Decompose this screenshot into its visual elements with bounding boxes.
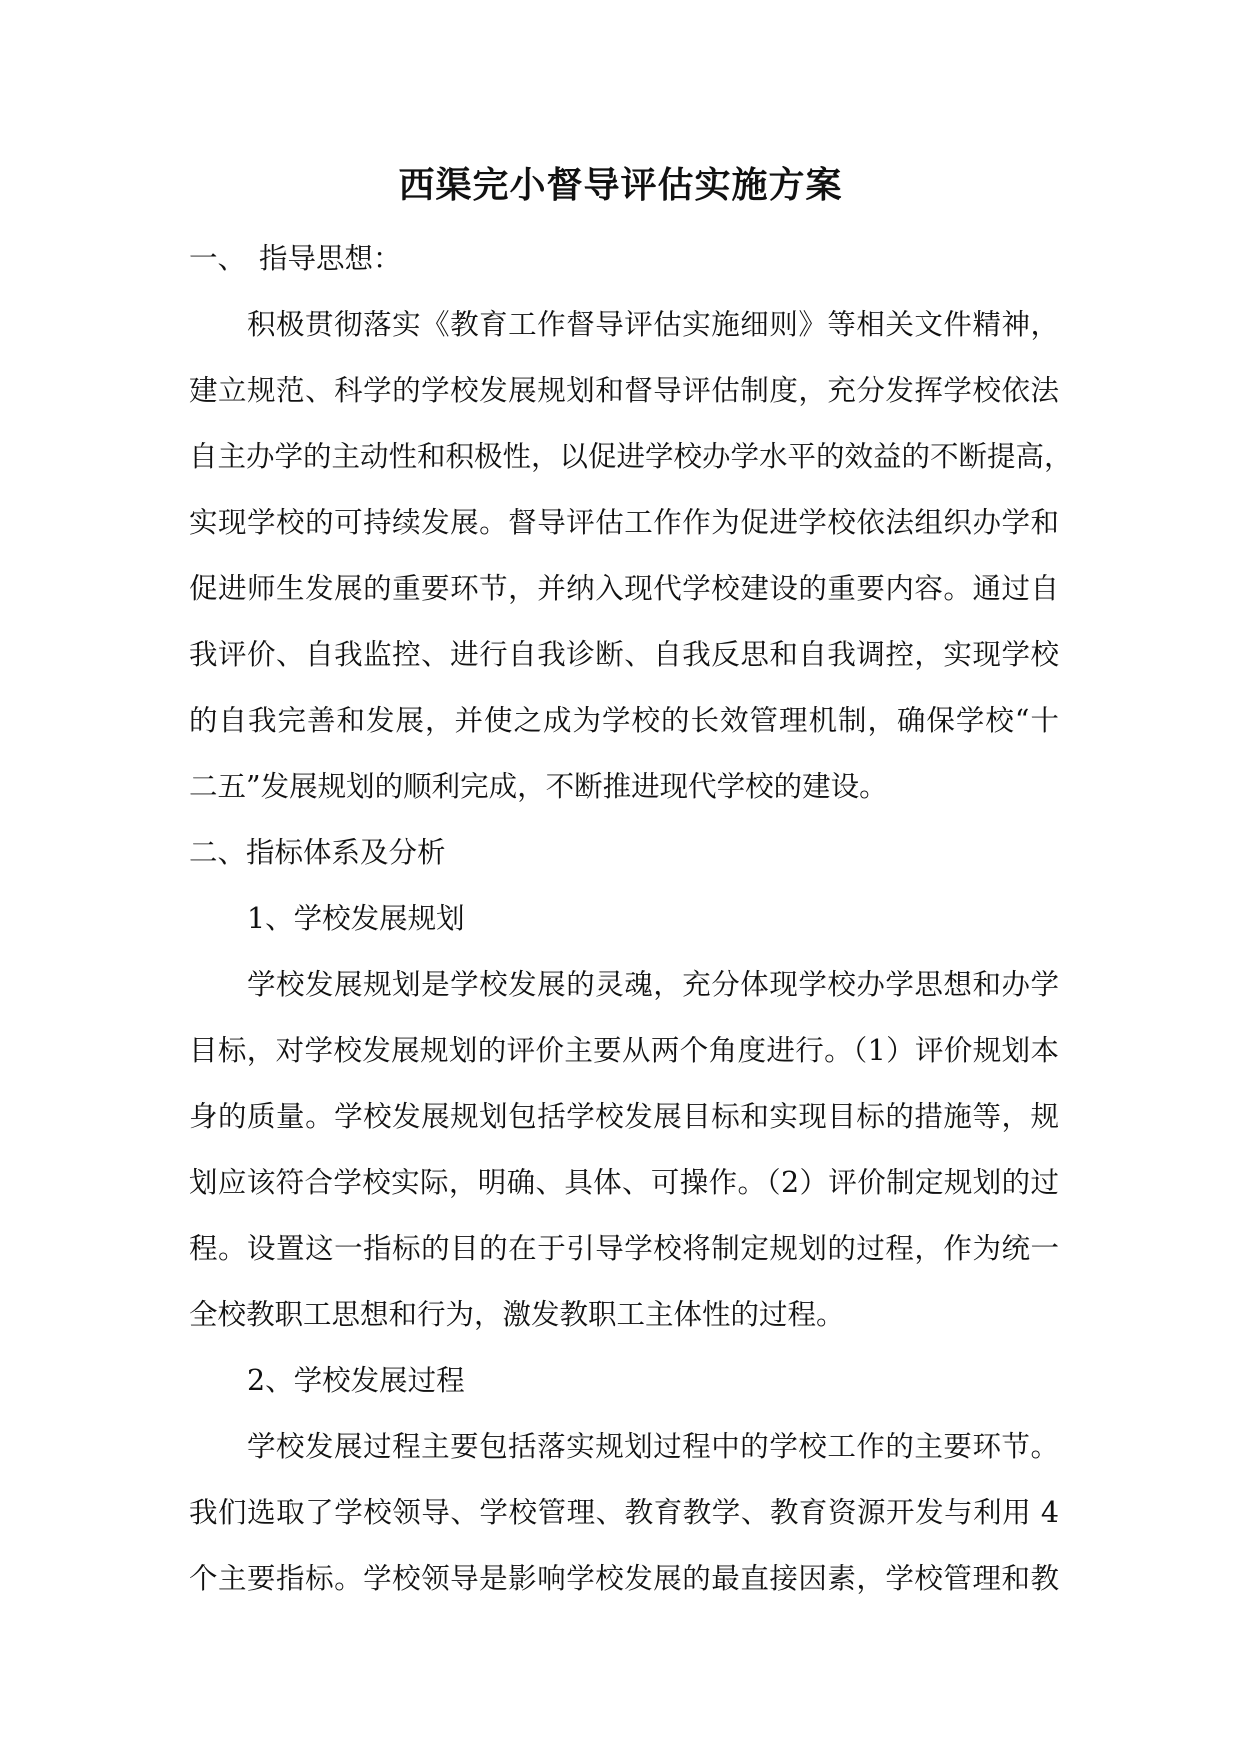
paragraph-development-plan	[189, 952, 1059, 1348]
paragraph-line: 的自我完善和发展，并使之成为学校的长效管理机制，确保学校“十	[189, 704, 1059, 737]
section-number: 一、	[189, 242, 247, 275]
paragraph-line: 学校发展过程主要包括落实规划过程中的学校工作的主要环节。	[247, 1430, 1059, 1463]
paragraph-line: 建立规范、科学的学校发展规划和督导评估制度，充分发挥学校依法	[189, 374, 1059, 407]
subsection-heading-development-process: 2、学校发展过程	[247, 1364, 465, 1397]
paragraph-line: 我评价、自我监控、进行自我诊断、自我反思和自我调控，实现学校	[189, 638, 1059, 671]
section-heading-guiding-ideology	[189, 226, 1059, 292]
paragraph-line: 划应该符合学校实际，明确、具体、可操作。（2）评价制定规划的过	[189, 1166, 1059, 1199]
document-title: 西渠完小督导评估实施方案	[398, 164, 843, 206]
paragraph-line: 促进师生发展的重要环节，并纳入现代学校建设的重要内容。通过自	[189, 572, 1059, 605]
paragraph-line: 目标，对学校发展规划的评价主要从两个角度进行。（1）评价规划本	[189, 1034, 1059, 1067]
paragraph-line: 程。设置这一指标的目的在于引导学校将制定规划的过程，作为统一	[189, 1232, 1059, 1265]
paragraph-line: 自主办学的主动性和积极性，以促进学校办学水平的效益的不断提高，	[189, 440, 1073, 473]
subsection-heading-development-plan: 1、学校发展规划	[247, 902, 465, 935]
section-heading-text: 指导思想：	[259, 242, 402, 275]
paragraph-line: 我们选取了学校领导、学校管理、教育教学、教育资源开发与利用 4	[189, 1496, 1059, 1529]
document-body	[189, 226, 1073, 1612]
paragraph-line: 实现学校的可持续发展。督导评估工作作为促进学校依法组织办学和	[189, 506, 1059, 539]
paragraph-line: 二五”发展规划的顺利完成，不断推进现代学校的建设。	[189, 770, 888, 803]
paragraph-line: 个主要指标。学校领导是影响学校发展的最直接因素，学校管理和教	[189, 1562, 1059, 1595]
paragraph-line: 积极贯彻落实《教育工作督导评估实施细则》等相关文件精神，	[247, 308, 1059, 341]
paragraph-line: 学校发展规划是学校发展的灵魂，充分体现学校办学思想和办学	[247, 968, 1059, 1001]
paragraph-line: 身的质量。学校发展规划包括学校发展目标和实现目标的措施等，规	[189, 1100, 1059, 1133]
paragraph-development-process	[189, 1414, 1059, 1612]
paragraph-line: 全校教职工思想和行为，激发教职工主体性的过程。	[189, 1298, 845, 1331]
paragraph-guiding-ideology	[189, 292, 1073, 820]
section-heading-indicator-system: 二、指标体系及分析	[189, 836, 446, 869]
